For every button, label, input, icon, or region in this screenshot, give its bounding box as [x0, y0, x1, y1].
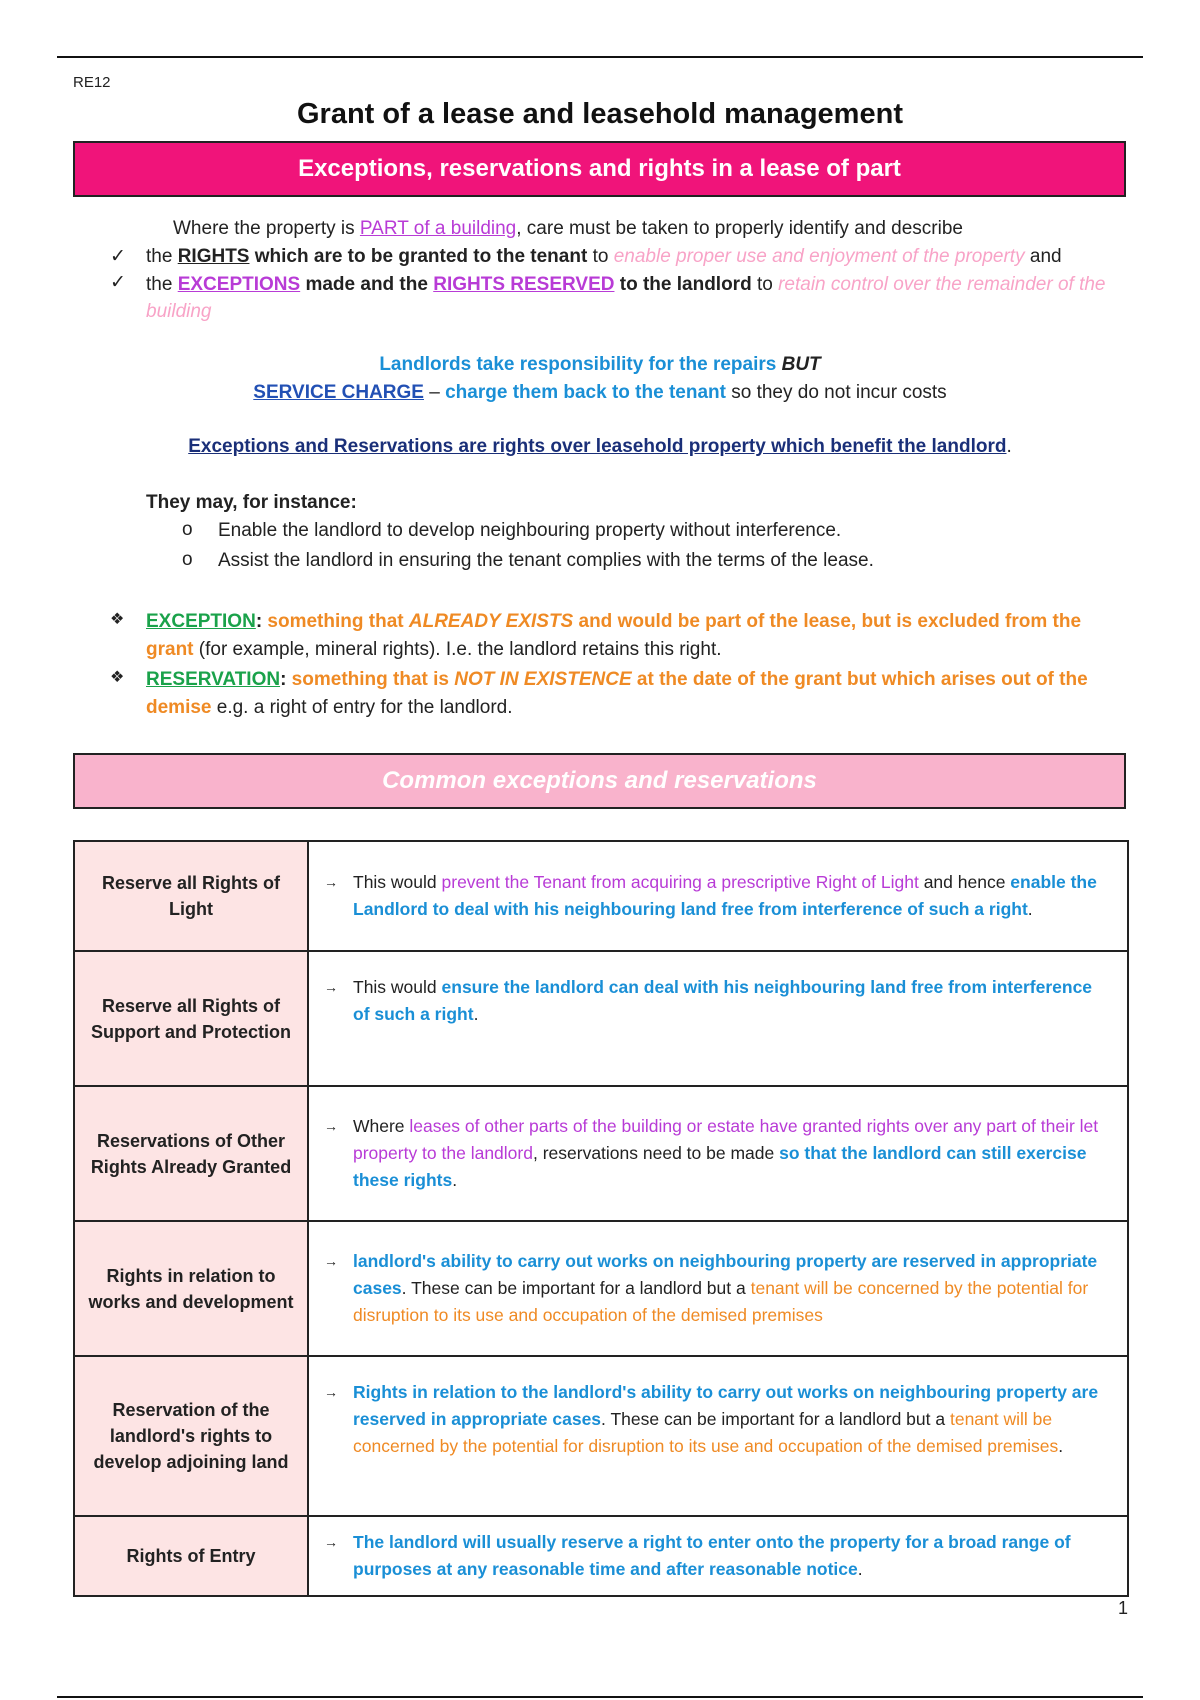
table-row	[74, 1356, 1128, 1516]
intro-text-c: , care must be taken to properly identify and describe	[516, 218, 963, 239]
desc-b: . These can be important for a landlord but a	[601, 1409, 950, 1429]
reservation-text-a: something that is	[286, 669, 455, 690]
section-banner-common: Common exceptions and reservations	[73, 753, 1126, 809]
service-charge-line	[0, 381, 1200, 405]
desc-b: leases of other parts of the building or estate have granted rights over any part of their let property to the landlord	[353, 1116, 1099, 1163]
table-row	[74, 1221, 1128, 1356]
row-label: Rights in relation to works and development	[74, 1221, 308, 1356]
table-row	[74, 1516, 1128, 1596]
repairs-but: BUT	[781, 354, 821, 375]
desc-e: .	[1027, 899, 1033, 919]
service-charge-dash: –	[423, 382, 446, 403]
repairs-text: Landlords take responsibility for the repairs	[379, 354, 782, 375]
intro-line	[173, 217, 963, 241]
desc-d: .	[1058, 1436, 1064, 1456]
bottom-rule	[57, 1696, 1143, 1698]
row-description	[308, 1356, 1128, 1516]
repairs-line	[0, 353, 1200, 377]
row-description	[308, 1221, 1128, 1356]
desc-c: and hence	[918, 872, 1011, 892]
intro-text-a: Where the property is	[173, 218, 360, 239]
desc-c: .	[473, 1004, 479, 1024]
reservation-not-in-existence: NOT IN EXISTENCE	[454, 669, 632, 690]
check-icon: ✓	[110, 272, 126, 293]
exception-text-d: (for example, mineral rights). I.e. the landlord retains this right.	[193, 639, 722, 660]
bullet-icon: o	[182, 549, 193, 570]
rights-line	[146, 245, 1062, 269]
rights-text-f: and	[1024, 246, 1062, 267]
exception-term: EXCEPTION	[146, 611, 256, 632]
reservation-text-c: at the date of the grant but which arises out of the demise	[146, 669, 1088, 718]
row-label: Rights of Entry	[74, 1516, 308, 1596]
exceptions-purpose: retain control over the remainder of the building	[146, 274, 1106, 322]
instance-item: Assist the landlord in ensuring the tenant complies with the terms of the lease.	[218, 550, 874, 571]
page-number: 1	[1117, 1598, 1128, 1618]
exceptions-text-c: made and the	[300, 274, 434, 295]
table-row	[74, 951, 1128, 1086]
desc-a: landlord's ability to carry out works on neighbouring property are reserved in appropriate cases	[353, 1251, 1098, 1298]
desc-c: tenant will be concerned by the potential for disruption to its use and occupation of the demised premises	[353, 1409, 1059, 1456]
exceptions-text-f: to	[751, 274, 779, 295]
instance-item: Enable the landlord to develop neighbouring property without interference.	[218, 520, 842, 541]
bullet-icon: o	[182, 519, 193, 540]
row-label: Reservations of Other Rights Already Granted	[74, 1086, 308, 1221]
row-description	[308, 1086, 1128, 1221]
desc-a: This would	[353, 977, 442, 997]
desc-e: .	[452, 1170, 458, 1190]
arrow-icon: →	[324, 979, 338, 995]
table-row	[74, 1086, 1128, 1221]
rights-purpose: enable proper use and enjoyment of the property	[613, 246, 1025, 267]
desc-d: enable the Landlord to deal with his neighbouring land free from interference of such a right	[353, 872, 1097, 919]
document-code: RE12	[73, 74, 111, 91]
exception-already-exists: ALREADY EXISTS	[408, 611, 574, 632]
row-label: Reservation of the landlord's rights to develop adjoining land	[74, 1356, 308, 1516]
desc-b: ensure the landlord can deal with his neighbouring land free from interference of such a right	[353, 977, 1093, 1024]
service-charge-term: SERVICE CHARGE	[253, 382, 424, 403]
arrow-icon: →	[324, 1253, 338, 1269]
rights-term: RIGHTS	[177, 246, 250, 267]
arrow-icon: →	[324, 1384, 338, 1400]
service-charge-tail: so they do not incur costs	[725, 382, 947, 403]
reservation-term: RESERVATION	[146, 669, 281, 690]
desc-c: tenant will be concerned by the potential for disruption to its use and occupation of the demised premises	[353, 1278, 1089, 1325]
exceptions-line	[146, 271, 1114, 325]
arrow-icon: →	[324, 874, 338, 890]
section-banner-exceptions: Exceptions, reservations and rights in a lease of part	[73, 141, 1126, 197]
desc-c: , reservations need to be made	[532, 1143, 780, 1163]
exception-colon: :	[255, 611, 263, 632]
exceptions-text-a: the	[146, 274, 178, 295]
desc-d: so that the landlord can still exercise these rights	[353, 1143, 1087, 1190]
diamond-bullet-icon: ❖	[110, 669, 125, 686]
desc-b: prevent the Tenant from acquiring a prescriptive Right of Light	[441, 872, 919, 892]
desc-b: . These can be important for a landlord but a	[401, 1278, 751, 1298]
definition-text: Exceptions and Reservations are rights over leasehold property which benefit the landlord	[188, 436, 1007, 457]
reservation-text-d: e.g. a right of entry for the landlord.	[211, 697, 513, 718]
intro-part-building: PART of a building	[359, 218, 517, 239]
common-exceptions-table	[73, 840, 1129, 1597]
reservation-definition	[146, 666, 1116, 722]
row-description	[308, 1516, 1128, 1596]
arrow-icon: →	[324, 1534, 338, 1550]
reservation-colon: :	[280, 669, 287, 690]
check-icon: ✓	[110, 246, 126, 267]
row-label: Reserve all Rights of Support and Protection	[74, 951, 308, 1086]
exception-text-c: and would be part of the lease, but is excluded from the grant	[146, 611, 1082, 660]
page-title: Grant of a lease and leasehold management	[297, 98, 903, 130]
service-charge-text: charge them back to the tenant	[445, 382, 726, 403]
arrow-icon: →	[324, 1118, 338, 1134]
desc-b: .	[857, 1559, 863, 1579]
top-rule	[57, 56, 1143, 58]
definition-end: .	[1006, 436, 1012, 457]
row-description	[308, 951, 1128, 1086]
exception-definition	[146, 608, 1116, 664]
instance-heading: They may, for instance:	[146, 492, 357, 513]
rights-text-a: the	[146, 246, 178, 267]
row-label: Reserve all Rights of Light	[74, 841, 308, 951]
rights-reserved-term: RIGHTS RESERVED	[433, 274, 615, 295]
row-description	[308, 841, 1128, 951]
table-row	[74, 841, 1128, 951]
definition-line	[0, 435, 1200, 459]
exception-text-a: something that	[262, 611, 409, 632]
exceptions-term: EXCEPTIONS	[177, 274, 301, 295]
exceptions-text-e: to the landlord	[614, 274, 752, 295]
rights-text-d: to	[587, 246, 614, 267]
desc-a: Where	[353, 1116, 410, 1136]
desc-a: Rights in relation to the landlord's ability to carry out works on neighbouring property are reserved in appropriate cases	[353, 1382, 1099, 1429]
desc-a: The landlord will usually reserve a right to enter onto the property for a broad range of purposes at any reasonable time and after reasonable notice	[353, 1532, 1071, 1579]
desc-a: This would	[353, 872, 442, 892]
diamond-bullet-icon: ❖	[110, 611, 125, 628]
rights-text-c: which are to be granted to the tenant	[249, 246, 588, 267]
